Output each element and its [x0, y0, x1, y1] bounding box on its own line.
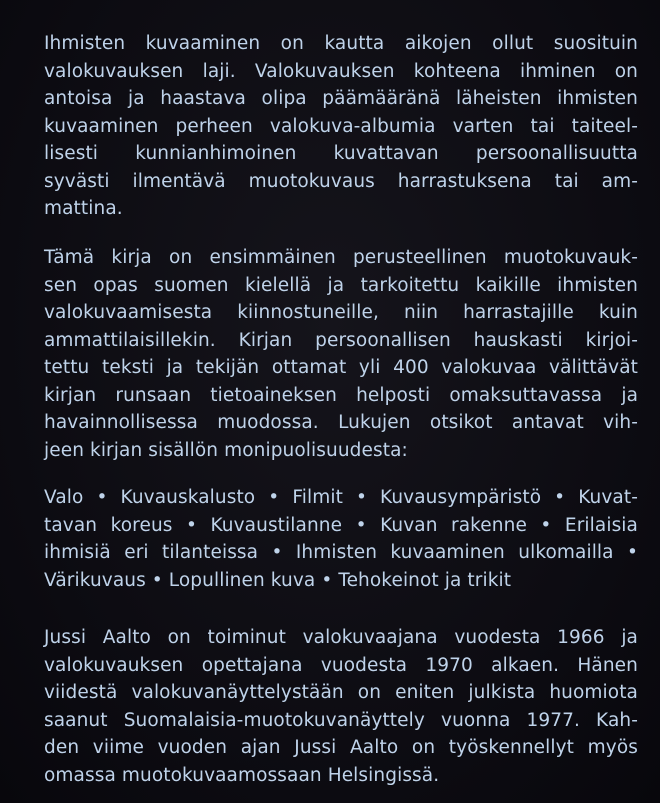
text-line: saanut Suomalaisia-muotokuvanäyttely vuonna 1977. Kah- — [44, 709, 638, 731]
text-line: valokuvaamisesta kiinnostuneille, niin harrastajille kuin — [44, 302, 638, 323]
intro-paragraph — [44, 30, 638, 223]
text-line: sen opas suomen kielellä ja tarkoitettu kaikille ihmisten — [44, 274, 638, 296]
text-line: lisesti kunnianhimoinen kuvattavan persoonallisuutta — [44, 143, 638, 164]
text-line: valokuvauksen laji. Valokuvauksen kohteena ihminen on — [44, 60, 638, 82]
text-line: Valo • Kuvauskalusto • Filmit • Kuvausympäristö • Kuvat- — [44, 487, 638, 508]
text-line: jeen kirjan sisällön monipuolisuudesta: — [44, 439, 408, 461]
text-line: antoisa ja haastava olipa päämääränä läheisten ihmisten — [44, 88, 638, 109]
text-line: Ihmisten kuvaaminen on kautta aikojen ollut suosituin — [44, 33, 638, 54]
text-line: tettu teksti ja tekijän ottamat yli 400 valokuvaa välittävät — [44, 357, 638, 378]
text-line: Värikuvaus • Lopullinen kuva • Tehokeinot ja trikit — [44, 569, 512, 591]
author-bio-paragraph — [44, 624, 638, 789]
text-line: havainnollisessa muodossa. Lukujen otsikot antavat vih- — [44, 412, 638, 433]
text-line: kirjan runsaan tietoaineksen helposti omaksuttavassa ja — [44, 384, 638, 406]
text-line: tavan koreus • Kuvaustilanne • Kuvan rakenne • Erilaisia — [44, 514, 638, 536]
text-line: syvästi ilmentävä muotokuvaus harrastuksena tai am- — [44, 170, 638, 192]
text-line: mattina. — [44, 198, 123, 219]
text-line: omassa muotokuvaamossaan Helsingissä. — [44, 764, 440, 786]
text-line: kuvaaminen perheen valokuva-albumia varten tai taiteel- — [44, 115, 638, 137]
text-line: Jussi Aalto on toiminut valokuvaajana vuodesta 1966 ja — [44, 627, 638, 648]
book-description-paragraph — [44, 244, 638, 464]
text-line: Tämä kirja on ensimmäinen perusteellinen muotokuvauk- — [44, 247, 638, 268]
chapter-list-paragraph — [44, 484, 638, 594]
text-line: valokuvauksen opettajana vuodesta 1970 alkaen. Hänen — [44, 654, 638, 676]
text-line: ammattilaisillekin. Kirjan persoonallisen hauskasti kirjoi- — [44, 329, 638, 351]
text-line: ihmisiä eri tilanteissa • Ihmisten kuvaaminen ulkomailla • — [44, 542, 638, 563]
text-line: viidestä valokuvanäyttelystään on eniten julkista huomiota — [44, 682, 638, 703]
text-line: den viime vuoden ajan Jussi Aalto on työskennellyt myös — [44, 737, 638, 758]
